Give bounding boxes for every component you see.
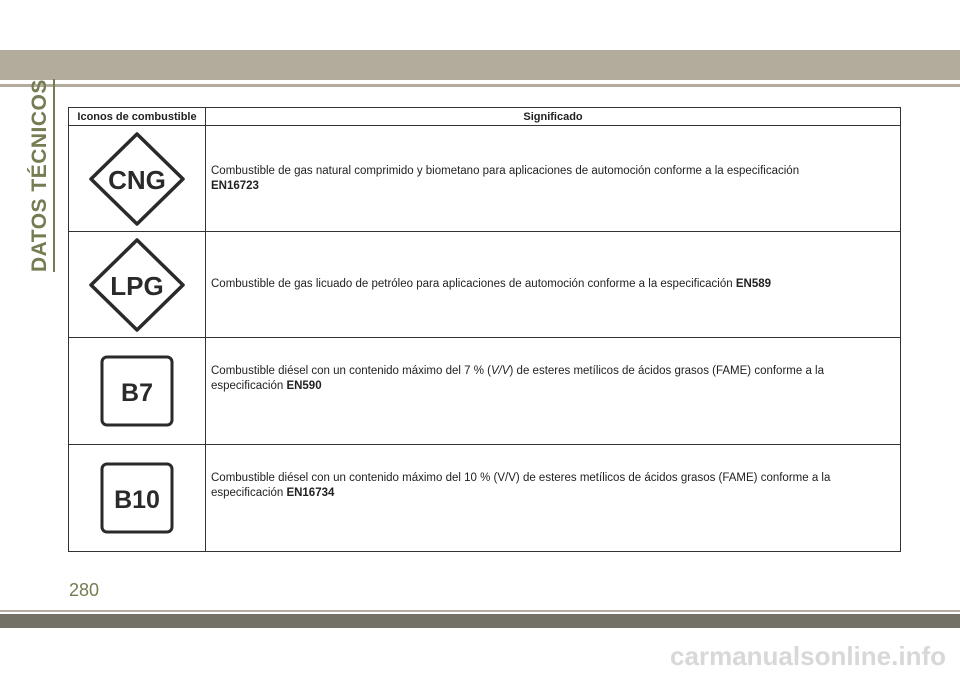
icon-cell <box>69 338 206 445</box>
b10-square-icon <box>100 462 174 534</box>
description-cell <box>206 445 901 552</box>
table-row <box>69 445 901 552</box>
table-header-row <box>69 108 901 126</box>
b7-square-icon <box>100 355 174 427</box>
header-icons: Iconos de combustible <box>69 108 206 126</box>
spec-code: EN16734 <box>286 487 335 499</box>
spec-code: EN16723 <box>211 179 259 192</box>
cng-icon-label: CNG <box>108 164 166 195</box>
icon-cell <box>69 126 206 232</box>
table-row <box>69 338 901 445</box>
description-cell <box>206 126 901 232</box>
table-row <box>69 232 901 338</box>
icon-cell <box>69 232 206 338</box>
description-cell <box>206 338 901 445</box>
spec-code: EN589 <box>735 278 772 290</box>
cng-diamond-icon <box>87 131 187 227</box>
b7-icon-label: B7 <box>121 379 153 407</box>
header-rule <box>0 84 960 87</box>
section-title: DATOS TÉCNICOS <box>28 79 55 272</box>
footer-band <box>0 614 960 628</box>
watermark: carmanualsonline.info <box>670 641 946 671</box>
description-text: Combustible de gas natural comprimido y biometano para aplicaciones de automoción conforme a la especificación <box>211 164 800 177</box>
spec-code: EN590 <box>286 380 322 392</box>
table-row <box>69 126 901 232</box>
description-text: Combustible diésel con un contenido máximo del 7 % ( <box>211 365 491 377</box>
footer-rule <box>0 610 960 612</box>
b10-icon-label: B10 <box>114 486 160 514</box>
lpg-diamond-icon <box>87 237 187 333</box>
description-text: Combustible de gas licuado de petróleo para aplicaciones de automoción conforme a la especificación <box>211 278 733 290</box>
icon-cell <box>69 445 206 552</box>
description-text: ) de esteres metílicos de ácidos grasos (FAME) conforme a la especificación <box>211 365 824 392</box>
header-band <box>0 50 960 80</box>
fuel-icons-table <box>68 107 901 552</box>
description-italic: V/V <box>490 365 510 377</box>
header-meaning: Significado <box>206 108 901 126</box>
page-number: 280 <box>69 580 100 600</box>
description-text: Combustible diésel con un contenido máximo del 10 % (V/V) de esteres metílicos de ácidos grasos (FAME) conforme a la especificación <box>211 472 831 499</box>
lpg-icon-label: LPG <box>110 270 164 301</box>
description-cell <box>206 232 901 338</box>
